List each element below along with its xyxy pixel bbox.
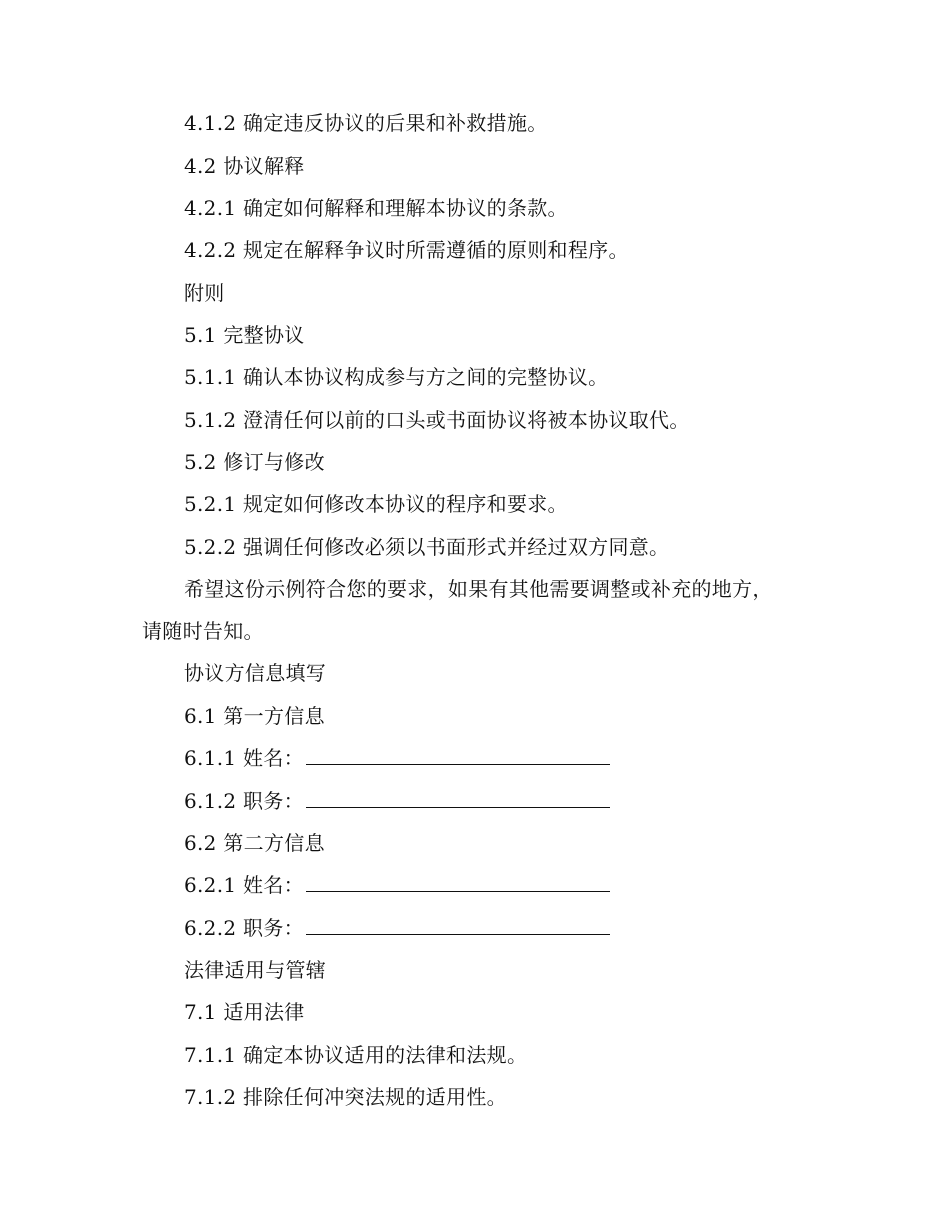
name-blank-line-first-party[interactable] <box>306 750 610 765</box>
section-5-2-heading: 5.2 修订与修改 <box>184 450 325 474</box>
field-6-2-2 <box>184 916 610 940</box>
field-6-2-2-label: 6.2.2 职务： <box>184 916 304 940</box>
field-6-1-2 <box>184 789 610 813</box>
field-6-1-1-label: 6.1.1 姓名： <box>184 746 304 770</box>
field-6-1-2-label: 6.1.2 职务： <box>184 789 304 813</box>
clause-5-1-1: 5.1.1 确认本协议构成参与方之间的完整协议。 <box>184 365 609 389</box>
clause-5-1-2: 5.1.2 澄清任何以前的口头或书面协议将被本协议取代。 <box>184 408 690 432</box>
clause-4-2-2: 4.2.2 规定在解释争议时所需遵循的原则和程序。 <box>184 238 629 262</box>
clause-4-1-2: 4.1.2 确定违反协议的后果和补救措施。 <box>184 111 548 135</box>
governing-law-heading: 法律适用与管辖 <box>184 958 327 982</box>
closing-paragraph-line-2: 请随时告知。 <box>142 619 264 643</box>
closing-paragraph-line-1: 希望这份示例符合您的要求，如果有其他需要调整或补充的地方， <box>184 577 773 601</box>
appendix-heading: 附则 <box>184 281 225 305</box>
section-7-1-heading: 7.1 适用法律 <box>184 1000 305 1024</box>
section-6-2-heading: 6.2 第二方信息 <box>184 831 325 855</box>
field-6-2-1 <box>184 873 610 897</box>
clause-7-1-1: 7.1.1 确定本协议适用的法律和法规。 <box>184 1043 528 1067</box>
name-blank-line-second-party[interactable] <box>306 877 610 892</box>
section-4-2-heading: 4.2 协议解释 <box>184 154 305 178</box>
clause-7-1-2: 7.1.2 排除任何冲突法规的适用性。 <box>184 1085 507 1109</box>
party-info-heading: 协议方信息填写 <box>184 661 327 685</box>
title-blank-line-first-party[interactable] <box>306 793 610 808</box>
section-6-1-heading: 6.1 第一方信息 <box>184 704 325 728</box>
section-5-1-heading: 5.1 完整协议 <box>184 323 305 347</box>
title-blank-line-second-party[interactable] <box>306 920 610 935</box>
clause-4-2-1: 4.2.1 确定如何解释和理解本协议的条款。 <box>184 196 568 220</box>
clause-5-2-2: 5.2.2 强调任何修改必须以书面形式并经过双方同意。 <box>184 535 670 559</box>
clause-5-2-1: 5.2.1 规定如何修改本协议的程序和要求。 <box>184 492 568 516</box>
field-6-1-1 <box>184 746 610 770</box>
field-6-2-1-label: 6.2.1 姓名： <box>184 873 304 897</box>
